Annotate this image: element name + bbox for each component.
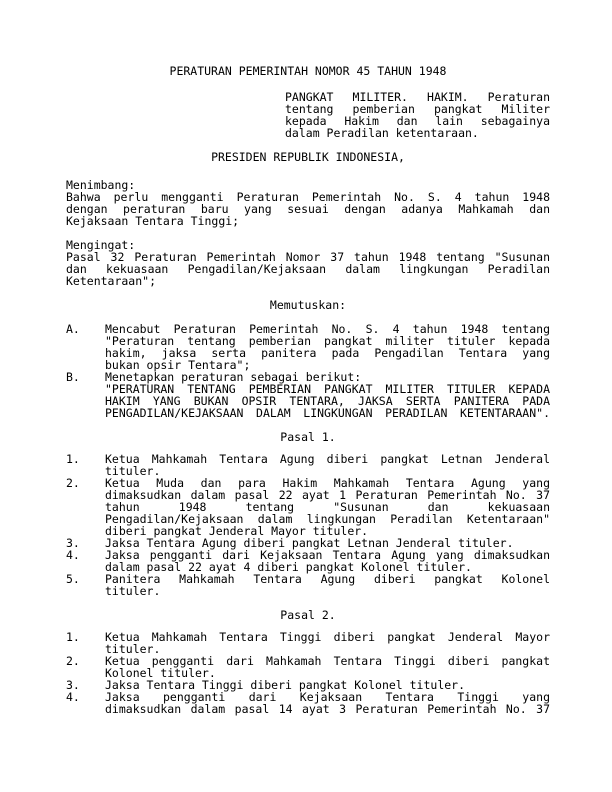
list-label: B.	[66, 370, 80, 384]
list-label: 1.	[66, 452, 80, 466]
text-line: Bahwa perlu mengganti Peraturan Pemerintah No. S. 4 tahun 1948	[66, 190, 550, 204]
decision-list	[66, 323, 612, 419]
text-line: Ketua pengganti dari Mahkamah Tentara Tinggi diberi pangkat	[105, 654, 550, 668]
list-label: 4.	[66, 548, 80, 562]
list-item-text	[105, 453, 550, 477]
text-line: tituler.	[105, 464, 161, 478]
text-line: tituler.	[105, 584, 161, 598]
list-item	[66, 549, 550, 573]
list-item-text	[105, 691, 550, 715]
list-item-text	[105, 371, 550, 419]
text-line: dengan peraturan baru yang sesuai dengan adanya Mahkamah dan	[66, 202, 550, 216]
text-line: dalam Peradilan ketentaraan.	[285, 126, 479, 140]
text-line: Kejaksaan Tentara Tinggi;	[66, 214, 240, 228]
list-item-text	[105, 323, 550, 371]
spacer	[66, 419, 612, 431]
text-line: bukan opsir Tentara";	[105, 358, 251, 372]
text-line: Pasal 32 Peraturan Pemerintah Nomor 37 tahun 1948 tentang "Susunan	[66, 250, 550, 264]
spacer	[66, 227, 612, 239]
text-line: dimaksudkan dalam pasal 14 ayat 3 Peraturan Pemerintah No. 37	[105, 702, 550, 716]
list-label: 3.	[66, 536, 80, 550]
text-line: Kolonel tituler.	[105, 666, 216, 680]
doc-title: PERATURAN PEMERINTAH NOMOR 45 TAHUN 1948	[169, 64, 447, 78]
list-label: 2.	[66, 476, 80, 490]
list-item-text	[105, 631, 550, 655]
text-line: HAKIM YANG BUKAN OPSIR TENTARA, JAKSA SERTA PANITERA PADA	[105, 394, 550, 408]
list-item	[66, 477, 550, 537]
list-item-text	[105, 573, 550, 597]
text-line: Pengadilan/Kejaksaan dalam lingkungan Peradilan Ketentaraan"	[105, 512, 550, 526]
text-line: Jaksa pengganti dari Kejaksaan Tentara Tinggi yang	[105, 690, 550, 704]
list-item	[66, 371, 550, 419]
list-item-text	[105, 549, 550, 573]
considering-label: Menimbang:	[66, 178, 136, 192]
list-label: 1.	[66, 630, 80, 644]
text-line: PENGADILAN/KEJAKSAAN DALAM LINGKUNGAN PERADILAN KETENTARAAN".	[105, 406, 550, 420]
spacer	[66, 77, 612, 91]
text-line: dalam pasal 22 ayat 4 diberi pangkat Kolonel tituler.	[105, 560, 472, 574]
text-line: tituler.	[105, 642, 161, 656]
text-line: Mencabut Peraturan Pemerintah No. S. 4 tahun 1948 tentang	[105, 322, 550, 336]
article-1-heading: Pasal 1.	[280, 430, 336, 444]
text-line: Jaksa pengganti dari Kejaksaan Tentara Agung yang dimaksudkan	[105, 548, 550, 562]
list-item-text	[105, 655, 550, 679]
text-line: "PERATURAN TENTANG PEMBERIAN PANGKAT MILITER TITULER KEPADA	[105, 382, 550, 396]
list-item-text	[105, 477, 550, 537]
spacer	[66, 597, 612, 609]
recalling-paragraph	[66, 251, 612, 287]
text-line: dimaksudkan dalam pasal 22 ayat 1 Peraturan Pemerintah No. 37	[105, 488, 550, 502]
list-label: A.	[66, 322, 80, 336]
text-line: tentang pemberian pangkat Militer	[285, 102, 550, 116]
considering-paragraph	[66, 191, 612, 227]
text-line: Ketua Mahkamah Tentara Agung diberi pangkat Letnan Jenderal	[105, 452, 550, 466]
issuer-heading: PRESIDEN REPUBLIK INDONESIA,	[211, 150, 405, 164]
list-item	[66, 655, 550, 679]
list-item	[66, 573, 550, 597]
text-line: kepada Hakim dan lain sebagainya	[285, 114, 550, 128]
list-item	[66, 691, 550, 715]
article-2-heading: Pasal 2.	[280, 608, 336, 622]
list-label: 4.	[66, 690, 80, 704]
text-line: PANGKAT MILITER. HAKIM. Peraturan	[285, 90, 550, 104]
article-1-list	[66, 453, 612, 597]
text-line: Ketua Mahkamah Tentara Tinggi diberi pangkat Jenderal Mayor	[105, 630, 550, 644]
text-line: Ketentaraan";	[66, 274, 157, 288]
text-line: "Peraturan tentang pemberian pangkat militer tituler kepada	[105, 334, 550, 348]
text-line: Jaksa Tentara Tinggi diberi pangkat Kolonel tituler.	[105, 678, 466, 692]
text-line: tahun 1948 tentang "Susunan dan kekuasaan	[105, 500, 550, 514]
list-label: 5.	[66, 572, 80, 586]
spacer	[66, 163, 612, 179]
list-item	[66, 631, 550, 655]
text-line: Jaksa Tentara Agung diberi pangkat Letnan Jenderal tituler.	[105, 536, 514, 550]
list-label: 2.	[66, 654, 80, 668]
list-label: 3.	[66, 678, 80, 692]
text-line: dan kekuasaan Pengadilan/Kejaksaan dalam lingkungan Peradilan	[66, 262, 550, 276]
recalling-label: Mengingat:	[66, 238, 136, 252]
list-item	[66, 323, 550, 371]
text-line: hakim, jaksa serta panitera pada Pengadilan Tentara yang	[105, 346, 550, 360]
article-2-list	[66, 631, 612, 715]
text-line: Ketua Muda dan para Hakim Mahkamah Tentara Agung yang	[105, 476, 550, 490]
decision-heading: Memutuskan:	[269, 298, 347, 312]
list-item	[66, 453, 550, 477]
text-line: Panitera Mahkamah Tentara Agung diberi pangkat Kolonel	[105, 572, 550, 586]
text-line: diberi pangkat Jenderal Mayor tituler.	[105, 524, 369, 538]
text-line: Menetapkan peraturan sebagai berikut:	[105, 370, 362, 384]
subject-block	[285, 91, 612, 139]
